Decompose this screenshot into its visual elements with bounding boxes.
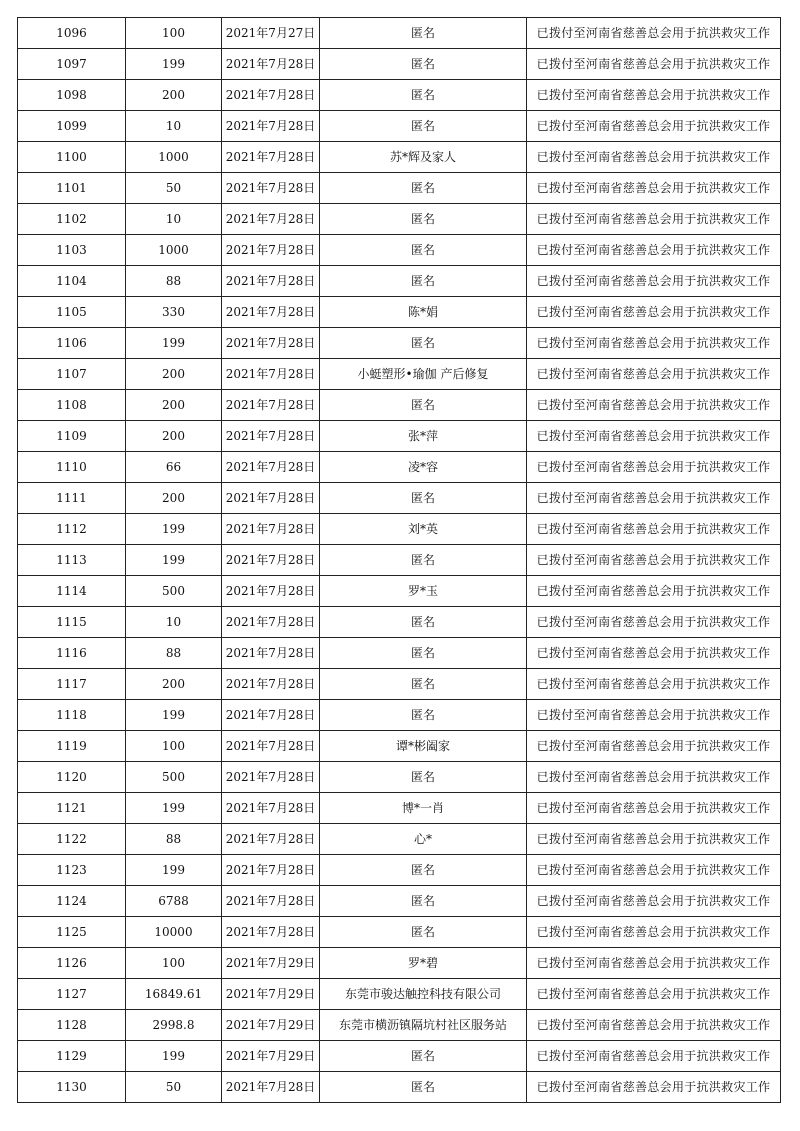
amount-cell: 1000	[126, 142, 222, 173]
donor-name-cell: 罗*碧	[320, 948, 527, 979]
serial-number-cell: 1127	[18, 979, 126, 1010]
donor-name-cell: 匿名	[320, 886, 527, 917]
serial-number-cell: 1099	[18, 111, 126, 142]
serial-number-cell: 1124	[18, 886, 126, 917]
table-row	[18, 669, 781, 700]
serial-number-cell: 1102	[18, 204, 126, 235]
disbursement-note-cell: 已拨付至河南省慈善总会用于抗洪救灾工作	[527, 18, 781, 49]
amount-cell: 10	[126, 204, 222, 235]
amount-cell: 200	[126, 421, 222, 452]
amount-cell: 2998.8	[126, 1010, 222, 1041]
amount-cell: 199	[126, 855, 222, 886]
amount-cell: 199	[126, 49, 222, 80]
table-row	[18, 979, 781, 1010]
date-cell: 2021年7月28日	[222, 1072, 320, 1103]
date-cell: 2021年7月29日	[222, 979, 320, 1010]
serial-number-cell: 1115	[18, 607, 126, 638]
serial-number-cell: 1126	[18, 948, 126, 979]
donor-name-cell: 博*一肖	[320, 793, 527, 824]
donor-name-cell: 匿名	[320, 80, 527, 111]
serial-number-cell: 1116	[18, 638, 126, 669]
serial-number-cell: 1111	[18, 483, 126, 514]
table-row	[18, 855, 781, 886]
donor-name-cell: 陈*娟	[320, 297, 527, 328]
serial-number-cell: 1122	[18, 824, 126, 855]
serial-number-cell: 1108	[18, 390, 126, 421]
disbursement-note-cell: 已拨付至河南省慈善总会用于抗洪救灾工作	[527, 638, 781, 669]
serial-number-cell: 1110	[18, 452, 126, 483]
disbursement-note-cell: 已拨付至河南省慈善总会用于抗洪救灾工作	[527, 514, 781, 545]
date-cell: 2021年7月28日	[222, 235, 320, 266]
amount-cell: 200	[126, 483, 222, 514]
serial-number-cell: 1119	[18, 731, 126, 762]
amount-cell: 199	[126, 700, 222, 731]
table-row	[18, 266, 781, 297]
table-row	[18, 638, 781, 669]
disbursement-note-cell: 已拨付至河南省慈善总会用于抗洪救灾工作	[527, 576, 781, 607]
table-row	[18, 359, 781, 390]
donor-name-cell: 匿名	[320, 173, 527, 204]
donor-name-cell: 匿名	[320, 855, 527, 886]
disbursement-note-cell: 已拨付至河南省慈善总会用于抗洪救灾工作	[527, 979, 781, 1010]
disbursement-note-cell: 已拨付至河南省慈善总会用于抗洪救灾工作	[527, 328, 781, 359]
amount-cell: 200	[126, 359, 222, 390]
serial-number-cell: 1123	[18, 855, 126, 886]
disbursement-note-cell: 已拨付至河南省慈善总会用于抗洪救灾工作	[527, 235, 781, 266]
date-cell: 2021年7月28日	[222, 390, 320, 421]
disbursement-note-cell: 已拨付至河南省慈善总会用于抗洪救灾工作	[527, 483, 781, 514]
date-cell: 2021年7月28日	[222, 421, 320, 452]
disbursement-note-cell: 已拨付至河南省慈善总会用于抗洪救灾工作	[527, 948, 781, 979]
disbursement-note-cell: 已拨付至河南省慈善总会用于抗洪救灾工作	[527, 359, 781, 390]
serial-number-cell: 1130	[18, 1072, 126, 1103]
disbursement-note-cell: 已拨付至河南省慈善总会用于抗洪救灾工作	[527, 266, 781, 297]
serial-number-cell: 1100	[18, 142, 126, 173]
amount-cell: 6788	[126, 886, 222, 917]
amount-cell: 200	[126, 390, 222, 421]
donor-name-cell: 心*	[320, 824, 527, 855]
table-row	[18, 483, 781, 514]
serial-number-cell: 1106	[18, 328, 126, 359]
date-cell: 2021年7月28日	[222, 142, 320, 173]
date-cell: 2021年7月28日	[222, 793, 320, 824]
serial-number-cell: 1107	[18, 359, 126, 390]
amount-cell: 500	[126, 762, 222, 793]
serial-number-cell: 1109	[18, 421, 126, 452]
table-row	[18, 49, 781, 80]
date-cell: 2021年7月28日	[222, 638, 320, 669]
disbursement-note-cell: 已拨付至河南省慈善总会用于抗洪救灾工作	[527, 80, 781, 111]
donor-name-cell: 匿名	[320, 390, 527, 421]
donor-name-cell: 匿名	[320, 266, 527, 297]
donor-name-cell: 匿名	[320, 49, 527, 80]
serial-number-cell: 1125	[18, 917, 126, 948]
table-row	[18, 1010, 781, 1041]
table-body	[18, 18, 781, 1103]
amount-cell: 199	[126, 793, 222, 824]
date-cell: 2021年7月28日	[222, 731, 320, 762]
donor-name-cell: 匿名	[320, 204, 527, 235]
donation-table	[17, 17, 781, 1103]
disbursement-note-cell: 已拨付至河南省慈善总会用于抗洪救灾工作	[527, 390, 781, 421]
serial-number-cell: 1121	[18, 793, 126, 824]
donor-name-cell: 匿名	[320, 545, 527, 576]
amount-cell: 200	[126, 80, 222, 111]
amount-cell: 100	[126, 948, 222, 979]
serial-number-cell: 1113	[18, 545, 126, 576]
date-cell: 2021年7月27日	[222, 18, 320, 49]
amount-cell: 199	[126, 545, 222, 576]
date-cell: 2021年7月28日	[222, 173, 320, 204]
table-row	[18, 421, 781, 452]
serial-number-cell: 1128	[18, 1010, 126, 1041]
amount-cell: 88	[126, 638, 222, 669]
table-row	[18, 235, 781, 266]
table-row	[18, 886, 781, 917]
disbursement-note-cell: 已拨付至河南省慈善总会用于抗洪救灾工作	[527, 855, 781, 886]
donor-name-cell: 匿名	[320, 607, 527, 638]
serial-number-cell: 1114	[18, 576, 126, 607]
table-row	[18, 204, 781, 235]
disbursement-note-cell: 已拨付至河南省慈善总会用于抗洪救灾工作	[527, 886, 781, 917]
donor-name-cell: 匿名	[320, 917, 527, 948]
serial-number-cell: 1117	[18, 669, 126, 700]
disbursement-note-cell: 已拨付至河南省慈善总会用于抗洪救灾工作	[527, 917, 781, 948]
date-cell: 2021年7月28日	[222, 917, 320, 948]
serial-number-cell: 1096	[18, 18, 126, 49]
amount-cell: 88	[126, 824, 222, 855]
date-cell: 2021年7月28日	[222, 576, 320, 607]
disbursement-note-cell: 已拨付至河南省慈善总会用于抗洪救灾工作	[527, 421, 781, 452]
table-row	[18, 917, 781, 948]
disbursement-note-cell: 已拨付至河南省慈善总会用于抗洪救灾工作	[527, 111, 781, 142]
donor-name-cell: 凌*容	[320, 452, 527, 483]
table-row	[18, 328, 781, 359]
serial-number-cell: 1104	[18, 266, 126, 297]
amount-cell: 100	[126, 731, 222, 762]
date-cell: 2021年7月28日	[222, 669, 320, 700]
table-row	[18, 1072, 781, 1103]
table-row	[18, 452, 781, 483]
donor-name-cell: 张*萍	[320, 421, 527, 452]
disbursement-note-cell: 已拨付至河南省慈善总会用于抗洪救灾工作	[527, 607, 781, 638]
donor-name-cell: 罗*玉	[320, 576, 527, 607]
table-row	[18, 297, 781, 328]
donor-name-cell: 匿名	[320, 638, 527, 669]
serial-number-cell: 1101	[18, 173, 126, 204]
date-cell: 2021年7月28日	[222, 328, 320, 359]
table-row	[18, 545, 781, 576]
date-cell: 2021年7月28日	[222, 762, 320, 793]
donor-name-cell: 匿名	[320, 483, 527, 514]
serial-number-cell: 1112	[18, 514, 126, 545]
disbursement-note-cell: 已拨付至河南省慈善总会用于抗洪救灾工作	[527, 1010, 781, 1041]
serial-number-cell: 1118	[18, 700, 126, 731]
donor-name-cell: 匿名	[320, 669, 527, 700]
amount-cell: 10000	[126, 917, 222, 948]
date-cell: 2021年7月28日	[222, 483, 320, 514]
table-row	[18, 1041, 781, 1072]
date-cell: 2021年7月29日	[222, 1041, 320, 1072]
disbursement-note-cell: 已拨付至河南省慈善总会用于抗洪救灾工作	[527, 142, 781, 173]
amount-cell: 330	[126, 297, 222, 328]
date-cell: 2021年7月28日	[222, 607, 320, 638]
donor-name-cell: 匿名	[320, 762, 527, 793]
table-row	[18, 731, 781, 762]
table-row	[18, 514, 781, 545]
donor-name-cell: 刘*英	[320, 514, 527, 545]
date-cell: 2021年7月28日	[222, 855, 320, 886]
disbursement-note-cell: 已拨付至河南省慈善总会用于抗洪救灾工作	[527, 700, 781, 731]
table-row	[18, 948, 781, 979]
donor-name-cell: 东莞市横沥镇隔坑村社区服务站	[320, 1010, 527, 1041]
amount-cell: 16849.61	[126, 979, 222, 1010]
table-row	[18, 700, 781, 731]
disbursement-note-cell: 已拨付至河南省慈善总会用于抗洪救灾工作	[527, 204, 781, 235]
amount-cell: 199	[126, 1041, 222, 1072]
table-row	[18, 576, 781, 607]
disbursement-note-cell: 已拨付至河南省慈善总会用于抗洪救灾工作	[527, 669, 781, 700]
disbursement-note-cell: 已拨付至河南省慈善总会用于抗洪救灾工作	[527, 793, 781, 824]
disbursement-note-cell: 已拨付至河南省慈善总会用于抗洪救灾工作	[527, 452, 781, 483]
table-row	[18, 793, 781, 824]
disbursement-note-cell: 已拨付至河南省慈善总会用于抗洪救灾工作	[527, 731, 781, 762]
disbursement-note-cell: 已拨付至河南省慈善总会用于抗洪救灾工作	[527, 173, 781, 204]
table-row	[18, 142, 781, 173]
serial-number-cell: 1120	[18, 762, 126, 793]
donor-name-cell: 匿名	[320, 700, 527, 731]
serial-number-cell: 1105	[18, 297, 126, 328]
date-cell: 2021年7月28日	[222, 700, 320, 731]
date-cell: 2021年7月28日	[222, 204, 320, 235]
disbursement-note-cell: 已拨付至河南省慈善总会用于抗洪救灾工作	[527, 1041, 781, 1072]
table-row	[18, 390, 781, 421]
disbursement-note-cell: 已拨付至河南省慈善总会用于抗洪救灾工作	[527, 1072, 781, 1103]
amount-cell: 10	[126, 111, 222, 142]
amount-cell: 66	[126, 452, 222, 483]
table-row	[18, 111, 781, 142]
table-row	[18, 173, 781, 204]
donor-name-cell: 东莞市骏达触控科技有限公司	[320, 979, 527, 1010]
date-cell: 2021年7月28日	[222, 514, 320, 545]
date-cell: 2021年7月28日	[222, 359, 320, 390]
amount-cell: 500	[126, 576, 222, 607]
table-row	[18, 607, 781, 638]
date-cell: 2021年7月28日	[222, 266, 320, 297]
date-cell: 2021年7月28日	[222, 49, 320, 80]
date-cell: 2021年7月28日	[222, 452, 320, 483]
table-row	[18, 762, 781, 793]
amount-cell: 50	[126, 1072, 222, 1103]
donor-name-cell: 匿名	[320, 235, 527, 266]
amount-cell: 199	[126, 328, 222, 359]
donor-name-cell: 小蜓塑形•瑜伽 产后修复	[320, 359, 527, 390]
serial-number-cell: 1098	[18, 80, 126, 111]
date-cell: 2021年7月28日	[222, 80, 320, 111]
table-row	[18, 824, 781, 855]
date-cell: 2021年7月28日	[222, 297, 320, 328]
disbursement-note-cell: 已拨付至河南省慈善总会用于抗洪救灾工作	[527, 824, 781, 855]
date-cell: 2021年7月28日	[222, 824, 320, 855]
serial-number-cell: 1097	[18, 49, 126, 80]
donor-name-cell: 匿名	[320, 1041, 527, 1072]
disbursement-note-cell: 已拨付至河南省慈善总会用于抗洪救灾工作	[527, 545, 781, 576]
donor-name-cell: 匿名	[320, 18, 527, 49]
amount-cell: 1000	[126, 235, 222, 266]
date-cell: 2021年7月28日	[222, 111, 320, 142]
amount-cell: 199	[126, 514, 222, 545]
disbursement-note-cell: 已拨付至河南省慈善总会用于抗洪救灾工作	[527, 49, 781, 80]
disbursement-note-cell: 已拨付至河南省慈善总会用于抗洪救灾工作	[527, 762, 781, 793]
donor-name-cell: 谭*彬阖家	[320, 731, 527, 762]
table-row	[18, 18, 781, 49]
date-cell: 2021年7月28日	[222, 886, 320, 917]
donor-name-cell: 苏*辉及家人	[320, 142, 527, 173]
table-row	[18, 80, 781, 111]
amount-cell: 50	[126, 173, 222, 204]
date-cell: 2021年7月29日	[222, 1010, 320, 1041]
disbursement-note-cell: 已拨付至河南省慈善总会用于抗洪救灾工作	[527, 297, 781, 328]
amount-cell: 100	[126, 18, 222, 49]
serial-number-cell: 1129	[18, 1041, 126, 1072]
amount-cell: 200	[126, 669, 222, 700]
amount-cell: 88	[126, 266, 222, 297]
donor-name-cell: 匿名	[320, 111, 527, 142]
date-cell: 2021年7月29日	[222, 948, 320, 979]
date-cell: 2021年7月28日	[222, 545, 320, 576]
donor-name-cell: 匿名	[320, 328, 527, 359]
donor-name-cell: 匿名	[320, 1072, 527, 1103]
serial-number-cell: 1103	[18, 235, 126, 266]
amount-cell: 10	[126, 607, 222, 638]
